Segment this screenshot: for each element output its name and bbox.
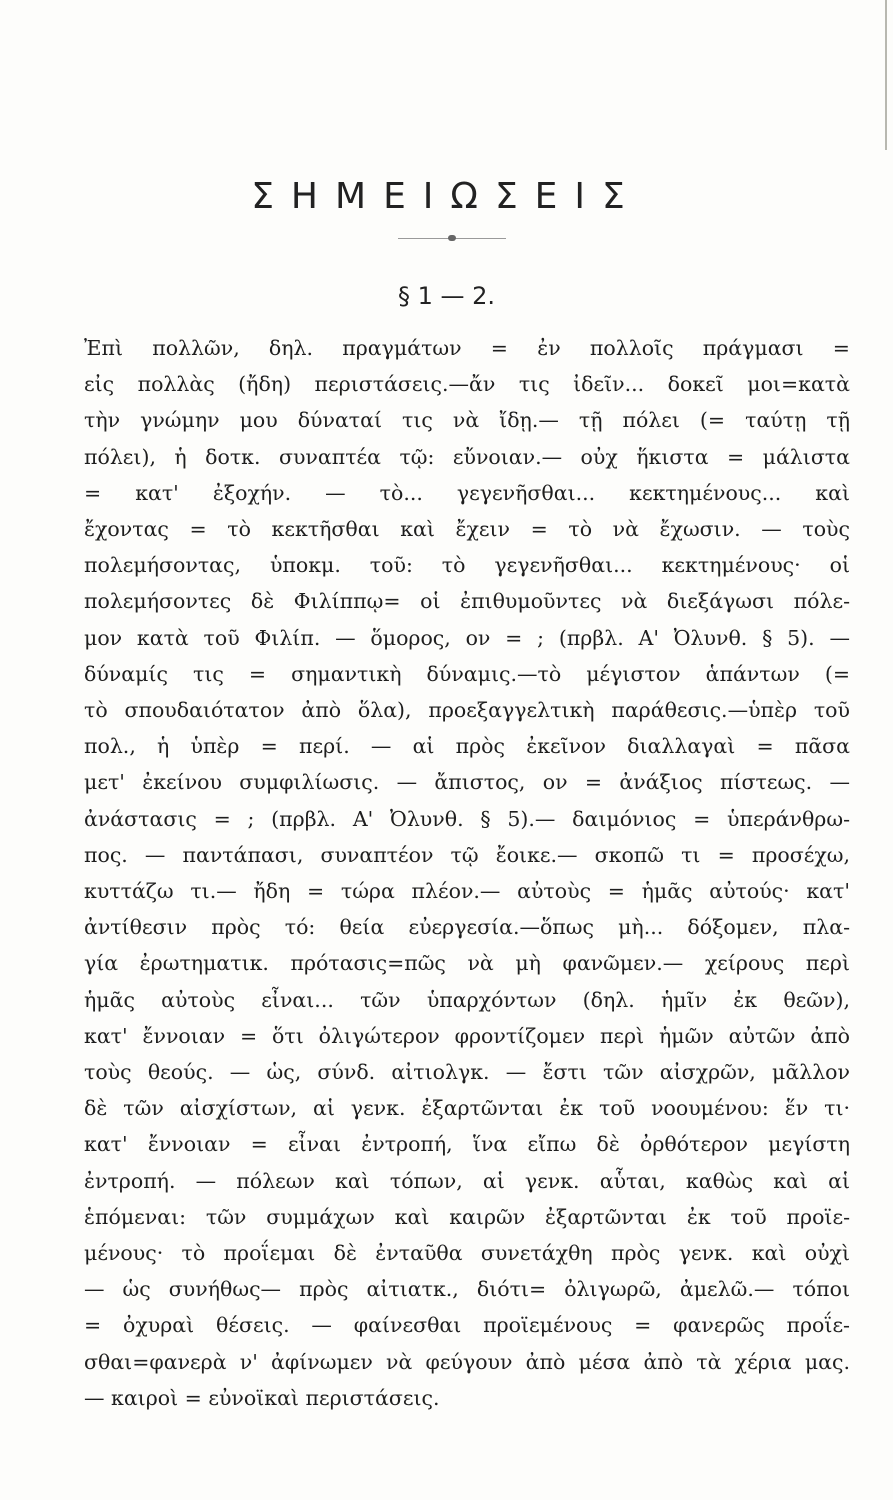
text-line: πολεμήσοντες δὲ Φιλίππῳ= οἱ ἐπιθυμοῦντες νὰ διεξάγωσι πόλε-: [84, 589, 850, 614]
text-line: τὸ σπουδαιότατον ἀπὸ ὅλα), προεξαγγελτικὴ παράθεσις.—ὑπὲρ τοῦ: [84, 698, 850, 723]
page-edge-shadow: [885, 0, 887, 150]
text-line: Ἐπὶ πολλῶν, δηλ. πραγμάτων = ἐν πολλοῖς πράγμασι =: [84, 336, 850, 360]
text-line: ἡμᾶς αὐτοὺς εἶναι... τῶν ὑπαρχόντων (δηλ. ἡμῖν ἐκ θεῶν),: [84, 987, 850, 1012]
page-title: ΣΗΜΕΙΩΣΕΙΣ: [251, 176, 642, 217]
text-line: πολεμήσοντας, ὑποκμ. τοῦ: τὸ γεγενῆσθαι... κεκτημένους· οἱ: [84, 553, 850, 578]
text-line: πολ., ἡ ὑπὲρ = περί. — αἱ πρὸς ἐκεῖνον διαλλαγαὶ = πᾶσα: [84, 734, 850, 759]
text-line: μον κατὰ τοῦ Φιλίπ. — ὅμορος, ον = ; (πρβλ. Α' Ὀλυνθ. § 5). —: [84, 625, 850, 650]
text-line: κυττάζω τι.— ἤδη = τώρα πλέον.— αὐτοὺς = ἡμᾶς αὐτούς· κατ': [84, 879, 850, 904]
text-line: τὴν γνώμην μου δύναταί τις νὰ ἴδῃ.— τῇ πόλει (= ταύτῃ τῇ: [84, 408, 850, 433]
text-line: — καιροὶ = εὐνοϊκαὶ περιστάσεις.: [84, 1385, 440, 1410]
text-line: δύναμίς τις = σημαντικὴ δύναμις.—τὸ μέγιστον ἁπάντων (=: [84, 661, 850, 686]
text-line: ἑπόμεναι: τῶν συμμάχων καὶ καιρῶν ἐξαρτῶνται ἐκ τοῦ προϊε-: [84, 1204, 850, 1229]
divider-ornament: [448, 235, 456, 241]
notes-body: [84, 330, 850, 1416]
text-line: πος. — παντάπασι, συναπτέον τῷ ἔοικε.— σκοπῶ τι = προσέχω,: [84, 842, 850, 867]
text-line: σθαι=φανερὰ ν' ἀφίνωμεν νὰ φεύγουν ἀπὸ μέσα ἀπὸ τὰ χέρια μας.: [84, 1349, 850, 1374]
text-line: μένους· τὸ προΐεμαι δὲ ἐνταῦθα συνετάχθη πρὸς γενκ. καὶ οὐχὶ: [84, 1241, 850, 1266]
text-line: γία ἐρωτηματικ. πρότασις=πῶς νὰ μὴ φανῶμεν.— χείρους περὶ: [84, 951, 850, 976]
text-line: κατ' ἔννοιαν = εἶναι ἐντροπή, ἵνα εἴπω δὲ ὀρθότερον μεγίστη: [84, 1132, 850, 1157]
text-line: πόλει), ἡ δοτκ. συναπτέα τῷ: εὔνοιαν.— οὐχ ἥκιστα = μάλιστα: [84, 444, 850, 469]
text-line: εἰς πολλὰς (ἤδη) περιστάσεις.—ἄν τις ἰδεῖν... δοκεῖ μοι=κατὰ: [84, 372, 850, 397]
text-line: = κατ' ἐξοχήν. — τὸ... γεγενῆσθαι... κεκτημένους... καὶ: [84, 480, 850, 505]
text-line: δὲ τῶν αἰσχίστων, αἱ γενκ. ἐξαρτῶνται ἐκ τοῦ νοουμένου: ἕν τι·: [84, 1096, 850, 1121]
text-line: ἔχοντας = τὸ κεκτῆσθαι καὶ ἔχειν = τὸ νὰ ἔχωσιν. — τοὺς: [84, 517, 850, 542]
text-line: τοὺς θεούς. — ὡς, σύνδ. αἰτιολγκ. — ἔστι τῶν αἰσχρῶν, μᾶλλον: [84, 1060, 850, 1085]
section-number: § 1 — 2.: [397, 282, 496, 310]
text-line: ἐντροπή. — πόλεων καὶ τόπων, αἱ γενκ. αὗται, καθὼς καὶ αἱ: [84, 1168, 850, 1193]
text-line: = ὀχυραὶ θέσεις. — φαίνεσθαι προϊεμένους = φανερῶς προΐε-: [84, 1313, 850, 1338]
text-line: ἀντίθεσιν πρὸς τό: θεία εὐεργεσία.—ὅπως μὴ... δόξομεν, πλα-: [84, 915, 850, 940]
text-line: — ὡς συνήθως— πρὸς αἰτιατκ., διότι= ὀλιγωρῶ, ἀμελῶ.— τόποι: [84, 1277, 850, 1302]
text-line: ἀνάστασις = ; (πρβλ. Α' Ὀλυνθ. § 5).— δαιμόνιος = ὑπεράνθρω-: [84, 806, 850, 831]
text-line: μετ' ἐκείνου συμφιλίωσις. — ἄπιστος, ον = ἀνάξιος πίστεως. —: [84, 770, 850, 795]
text-line: κατ' ἔννοιαν = ὅτι ὀλιγώτερον φροντίζομεν περὶ ἡμῶν αὐτῶν ἀπὸ: [84, 1023, 850, 1048]
